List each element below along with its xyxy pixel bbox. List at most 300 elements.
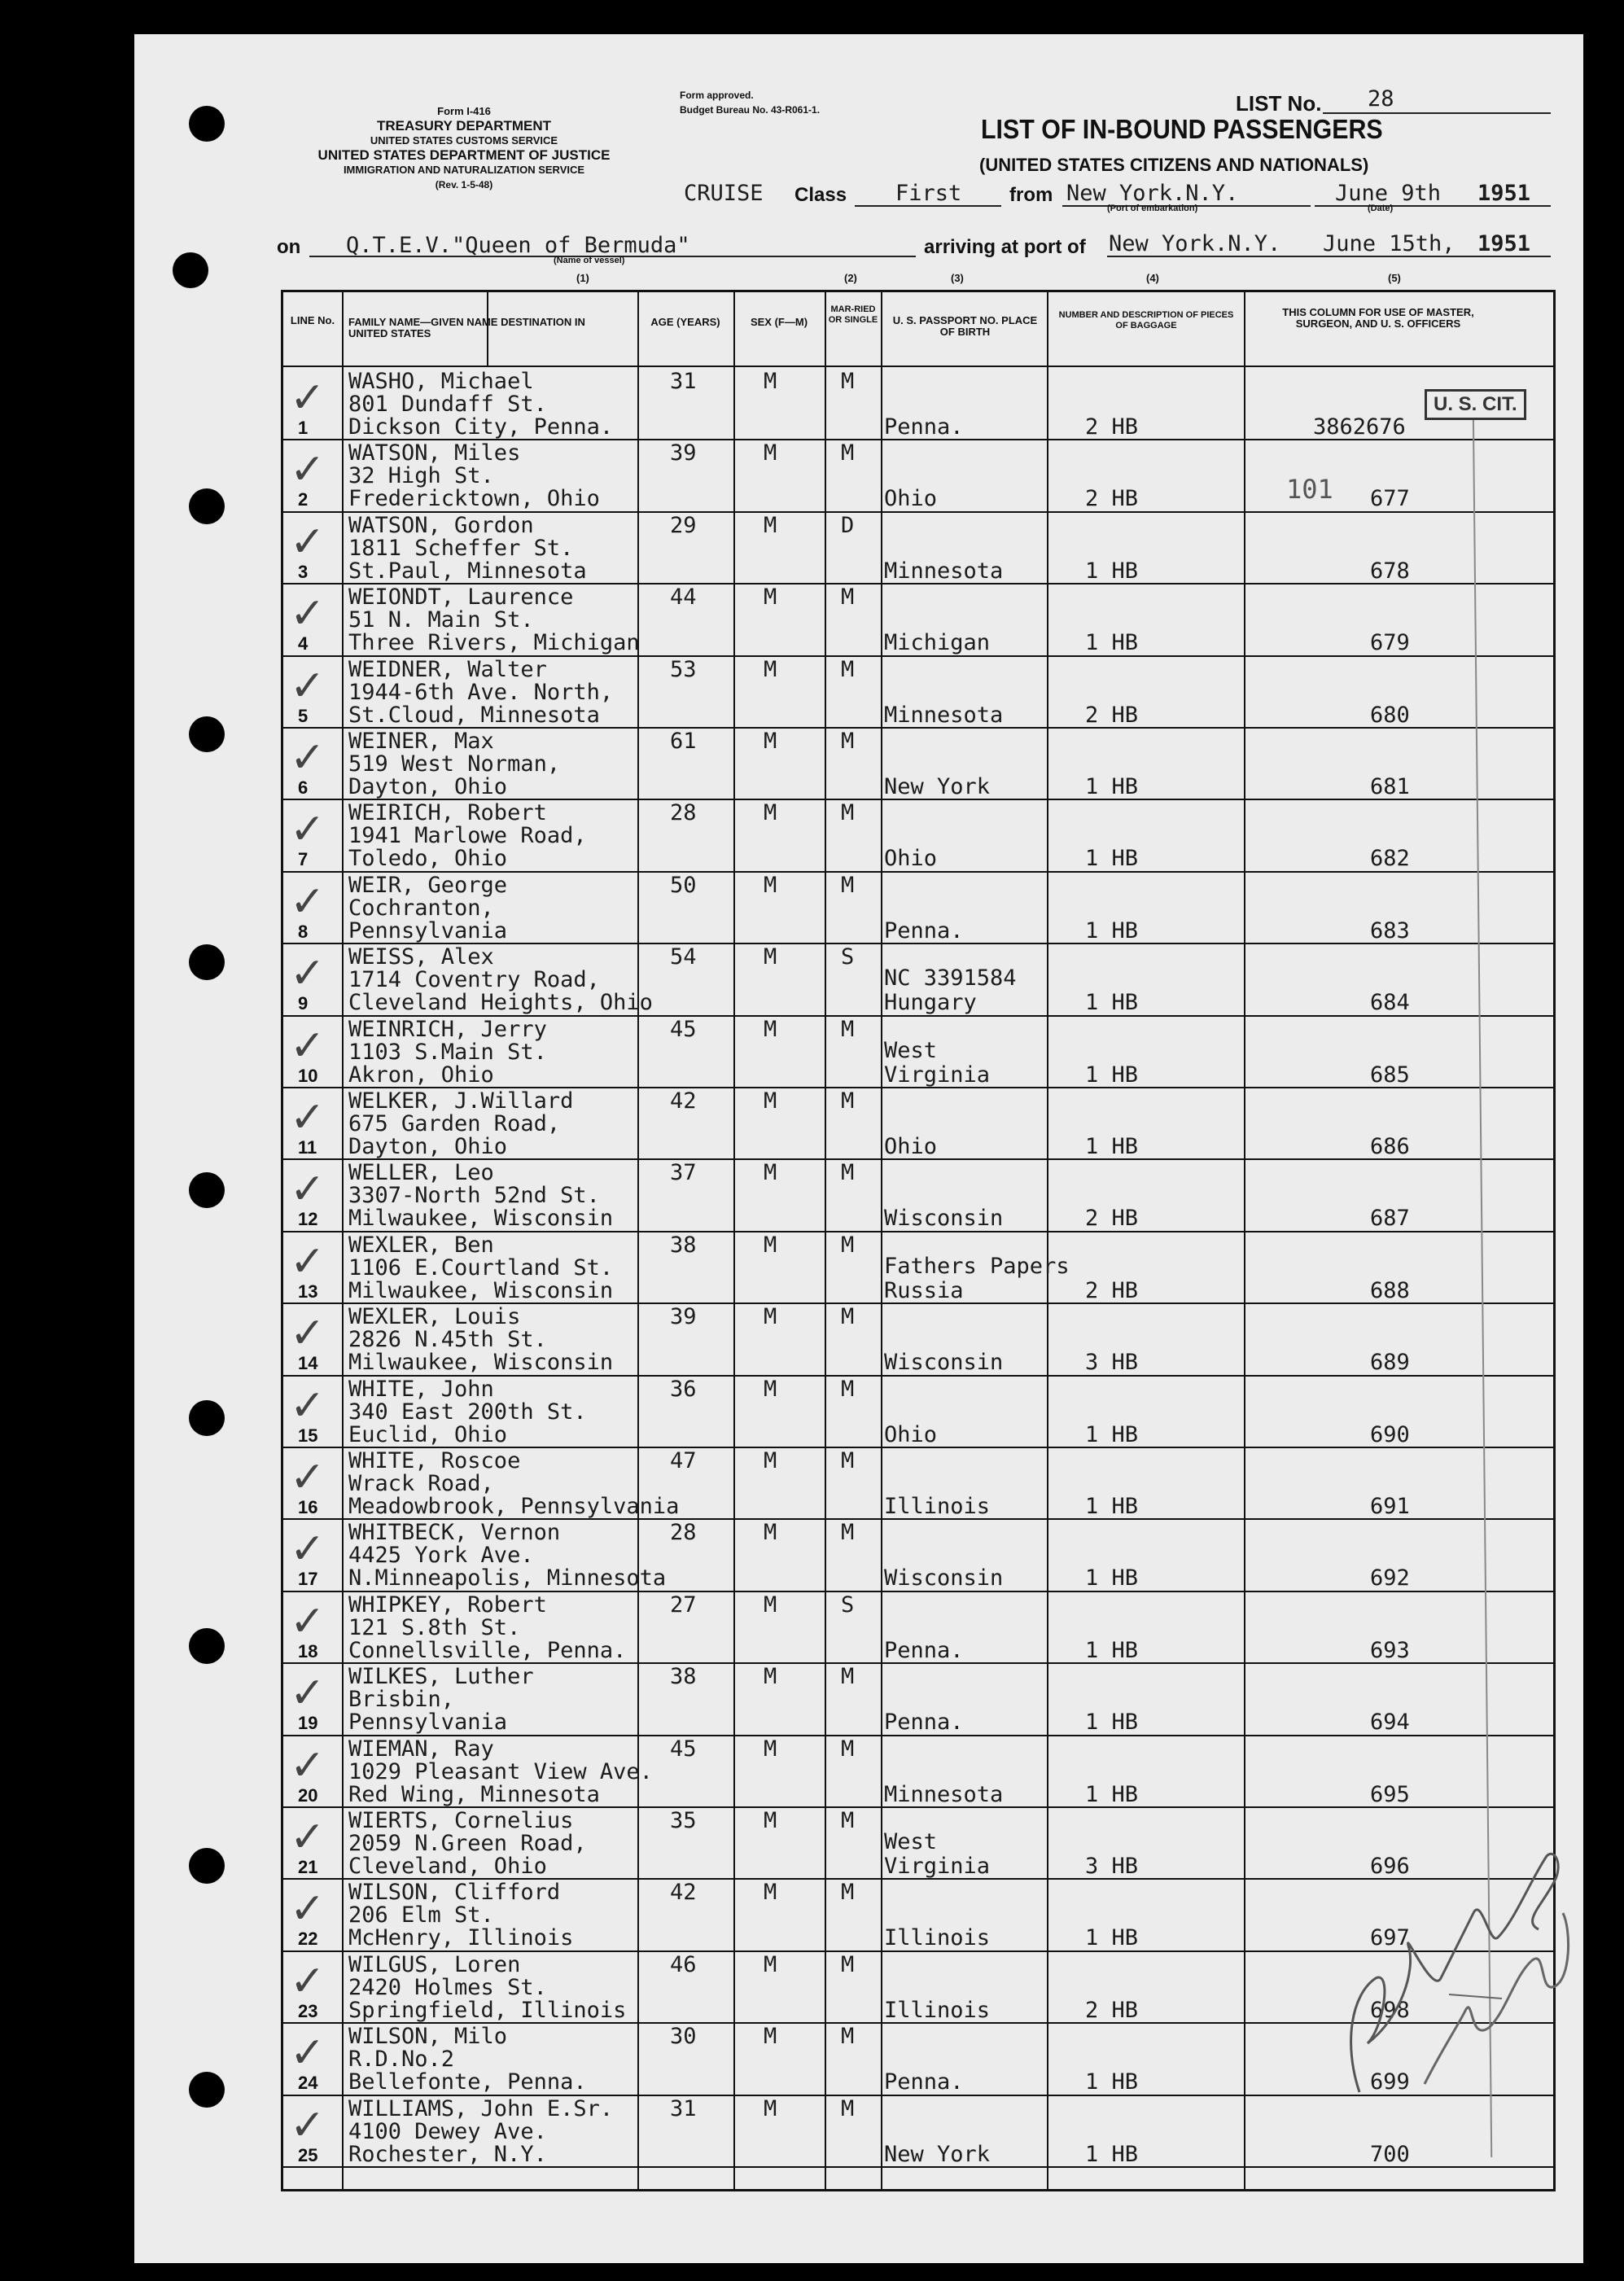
place-of-birth: Minnesota bbox=[884, 702, 1004, 728]
line-number: 12 bbox=[298, 1209, 318, 1230]
sex: M bbox=[764, 944, 777, 970]
age: 30 bbox=[670, 2024, 697, 2050]
officer-number: 691 bbox=[1370, 1494, 1410, 1519]
check-mark-icon: ✓ bbox=[290, 517, 326, 567]
passenger-name: WEXLER, Ben bbox=[348, 1232, 494, 1258]
marital-status: M bbox=[841, 1808, 855, 1833]
address-street: 519 West Norman, bbox=[348, 751, 561, 777]
check-mark-icon: ✓ bbox=[290, 661, 326, 711]
age: 28 bbox=[670, 1520, 697, 1546]
approval-note bbox=[680, 88, 820, 117]
address-street: 4425 York Ave. bbox=[348, 1543, 534, 1569]
age: 45 bbox=[670, 1736, 697, 1762]
age: 45 bbox=[670, 1016, 697, 1042]
place-of-birth: Ohio bbox=[884, 846, 938, 872]
officer-number: 3862676 bbox=[1313, 414, 1406, 440]
check-mark-icon: ✓ bbox=[290, 733, 326, 782]
address-city: Bellefonte, Penna. bbox=[348, 2069, 587, 2095]
address-street: 675 Garden Road, bbox=[348, 1111, 561, 1136]
place-of-birth: Hungary bbox=[884, 990, 977, 1016]
check-mark-icon: ✓ bbox=[290, 2100, 326, 2150]
sex: M bbox=[764, 1304, 777, 1330]
officer-number: 686 bbox=[1370, 1134, 1410, 1159]
passenger-name: WILKES, Luther bbox=[348, 1664, 534, 1690]
line-number: 25 bbox=[298, 2144, 318, 2165]
sex: M bbox=[764, 1520, 777, 1546]
baggage: 1 HB bbox=[1085, 2069, 1139, 2095]
place-of-birth: New York bbox=[884, 2141, 991, 2167]
passport-line1: Fathers Papers bbox=[884, 1253, 1070, 1279]
passenger-name: WILGUS, Loren bbox=[348, 1951, 521, 1977]
sex: M bbox=[764, 512, 777, 538]
dept-ins: IMMIGRATION AND NATURALIZATION SERVICE bbox=[343, 164, 585, 176]
address-street: 1944-6th Ave. North, bbox=[348, 679, 614, 705]
address-street: 2059 N.Green Road, bbox=[348, 1831, 587, 1856]
passenger-name: WEIRICH, Robert bbox=[348, 800, 547, 826]
vessel-caption: (Name of vessel) bbox=[554, 256, 625, 265]
age: 46 bbox=[670, 1951, 697, 1977]
place-of-birth: Minnesota bbox=[884, 1781, 1004, 1807]
line-number: 24 bbox=[298, 2073, 318, 2094]
sex: M bbox=[764, 584, 777, 611]
address-city: Milwaukee, Wisconsin bbox=[348, 1350, 614, 1376]
sex: M bbox=[764, 656, 777, 682]
line-number: 20 bbox=[298, 1784, 318, 1806]
passenger-name: WILSON, Milo bbox=[348, 2024, 508, 2050]
sex: M bbox=[764, 1664, 777, 1690]
marital-status: M bbox=[841, 800, 855, 826]
punch-hole bbox=[173, 252, 208, 288]
address-street: 340 East 200th St. bbox=[348, 1399, 587, 1425]
officer-number: 693 bbox=[1370, 1637, 1410, 1663]
place-of-birth: Ohio bbox=[884, 486, 938, 512]
officer-number: 687 bbox=[1370, 1206, 1410, 1232]
baggage: 2 HB bbox=[1085, 414, 1139, 440]
place-of-birth: Penna. bbox=[884, 2069, 964, 2095]
baggage: 1 HB bbox=[1085, 990, 1139, 1016]
place-of-birth: Penna. bbox=[884, 917, 964, 943]
address-street: 1103 S.Main St. bbox=[348, 1039, 547, 1065]
marital-status: M bbox=[841, 369, 855, 394]
check-mark-icon: ✓ bbox=[290, 1165, 326, 1215]
check-mark-icon: ✓ bbox=[290, 445, 326, 495]
place-of-birth: Penna. bbox=[884, 1637, 964, 1663]
line-number: 13 bbox=[298, 1281, 318, 1302]
punch-hole bbox=[189, 944, 225, 980]
passenger-name: WELLER, Leo bbox=[348, 1160, 494, 1186]
age: 38 bbox=[670, 1664, 697, 1690]
marital-status: M bbox=[841, 2024, 855, 2050]
address-street: 1714 Coventry Road, bbox=[348, 967, 600, 993]
place-of-birth: Wisconsin bbox=[884, 1565, 1004, 1591]
header-name: FAMILY NAME—GIVEN NAME DESTINATION IN UNITED STATES bbox=[348, 316, 585, 339]
address-city: McHenry, Illinois bbox=[348, 1925, 574, 1951]
passport-line1: West bbox=[884, 1829, 938, 1854]
marital-status: M bbox=[841, 1304, 855, 1330]
address-city: N.Minneapolis, Minnesota bbox=[348, 1565, 667, 1591]
sex: M bbox=[764, 1376, 777, 1402]
address-city: Rochester, N.Y. bbox=[348, 2141, 547, 2167]
address-city: Meadowbrook, Pennsylvania bbox=[348, 1494, 680, 1519]
age: 35 bbox=[670, 1808, 697, 1833]
col-num-4: (4) bbox=[1146, 272, 1159, 284]
place-of-birth: Minnesota bbox=[884, 558, 1004, 584]
line-number: 6 bbox=[298, 777, 309, 798]
address-city: Cleveland Heights, Ohio bbox=[348, 990, 653, 1016]
passenger-name: WIEMAN, Ray bbox=[348, 1736, 494, 1762]
check-mark-icon: ✓ bbox=[290, 1669, 326, 1718]
check-mark-icon: ✓ bbox=[290, 1525, 326, 1574]
address-street: 2420 Holmes St. bbox=[348, 1974, 547, 2000]
sex: M bbox=[764, 800, 777, 826]
officer-number: 683 bbox=[1370, 917, 1410, 943]
check-mark-icon: ✓ bbox=[290, 805, 326, 855]
form-number: Form I-416 bbox=[437, 105, 491, 117]
dept-justice: UNITED STATES DEPARTMENT OF JUSTICE bbox=[317, 147, 611, 163]
officer-number: 688 bbox=[1370, 1277, 1410, 1303]
age: 42 bbox=[670, 1088, 697, 1114]
baggage: 1 HB bbox=[1085, 1134, 1139, 1159]
document-title: LIST OF IN-BOUND PASSENGERS bbox=[981, 114, 1383, 144]
line-number: 18 bbox=[298, 1640, 318, 1661]
marital-status: M bbox=[841, 1376, 855, 1402]
sex: M bbox=[764, 1591, 777, 1618]
place-of-birth: Ohio bbox=[884, 1421, 938, 1447]
age: 42 bbox=[670, 1880, 697, 1906]
baggage: 1 HB bbox=[1085, 1421, 1139, 1447]
check-mark-icon: ✓ bbox=[290, 1453, 326, 1502]
check-mark-icon: ✓ bbox=[290, 374, 326, 422]
address-city: Euclid, Ohio bbox=[348, 1421, 508, 1447]
marital-status: M bbox=[841, 1448, 855, 1473]
us-citizen-stamp: U. S. CIT. bbox=[1425, 389, 1526, 420]
place-of-birth: Russia bbox=[884, 1277, 964, 1303]
place-of-birth: Penna. bbox=[884, 414, 964, 440]
check-mark-icon: ✓ bbox=[290, 949, 326, 999]
age: 47 bbox=[670, 1448, 697, 1473]
line-number: 21 bbox=[298, 1857, 318, 1877]
officer-number: 689 bbox=[1370, 1350, 1410, 1376]
baggage: 2 HB bbox=[1085, 1277, 1139, 1303]
passenger-name: WEISS, Alex bbox=[348, 944, 494, 970]
address-city: Cleveland, Ohio bbox=[348, 1854, 547, 1879]
passenger-name: WIERTS, Cornelius bbox=[348, 1808, 574, 1833]
sex: M bbox=[764, 1160, 777, 1186]
marital-status: M bbox=[841, 1160, 855, 1186]
arrival-year: 1951 bbox=[1477, 231, 1531, 256]
age: 44 bbox=[670, 584, 697, 611]
officer-number: 695 bbox=[1370, 1781, 1410, 1807]
baggage: 1 HB bbox=[1085, 1710, 1139, 1736]
header-sex: SEX (F—M) bbox=[750, 316, 808, 328]
passport-line1: West bbox=[884, 1037, 938, 1063]
baggage: 1 HB bbox=[1085, 1781, 1139, 1807]
sex: M bbox=[764, 2095, 777, 2121]
passenger-name: WELKER, J.Willard bbox=[348, 1088, 574, 1114]
arrival-port: New York.N.Y. bbox=[1109, 231, 1281, 256]
sex: M bbox=[764, 2024, 777, 2050]
address-street: Cochranton, bbox=[348, 895, 494, 921]
dept-customs: UNITED STATES CUSTOMS SERVICE bbox=[370, 134, 558, 147]
address-city: Springfield, Illinois bbox=[348, 1997, 627, 2023]
passenger-name: WEINRICH, Jerry bbox=[348, 1016, 547, 1042]
passenger-name: WEINER, Max bbox=[348, 729, 494, 754]
place-of-birth: Illinois bbox=[884, 1997, 991, 2023]
officer-number: 679 bbox=[1370, 630, 1410, 656]
passenger-name: WEIDNER, Walter bbox=[348, 656, 547, 682]
sex: M bbox=[764, 1736, 777, 1762]
passenger-name: WATSON, Miles bbox=[348, 440, 521, 466]
passenger-name: WEXLER, Louis bbox=[348, 1304, 521, 1330]
address-city: Dickson City, Penna. bbox=[348, 414, 614, 440]
baggage: 1 HB bbox=[1085, 2141, 1139, 2167]
sex: M bbox=[764, 1808, 777, 1833]
inspector-signature bbox=[1327, 1832, 1587, 2100]
age: 50 bbox=[670, 872, 697, 898]
address-city: Pennsylvania bbox=[348, 917, 508, 943]
col-num-2: (2) bbox=[844, 272, 857, 284]
sex: M bbox=[764, 872, 777, 898]
address-street: Brisbin, bbox=[348, 1687, 455, 1713]
address-street: 1106 E.Courtland St. bbox=[348, 1254, 614, 1281]
address-street: 1811 Scheffer St. bbox=[348, 535, 574, 561]
col-num-1: (1) bbox=[576, 272, 589, 284]
place-of-birth: Virginia bbox=[884, 1062, 991, 1088]
age: 53 bbox=[670, 656, 697, 682]
officer-number: 692 bbox=[1370, 1565, 1410, 1591]
punch-hole bbox=[189, 1848, 225, 1884]
address-street: 32 High St. bbox=[348, 463, 494, 489]
vessel-name: Q.T.E.V."Queen of Bermuda" bbox=[346, 233, 690, 258]
list-no-label: LIST No. bbox=[1236, 91, 1322, 116]
place-of-birth: Wisconsin bbox=[884, 1206, 1004, 1232]
baggage: 1 HB bbox=[1085, 1637, 1139, 1663]
officer-number: 694 bbox=[1370, 1710, 1410, 1736]
marital-status: M bbox=[841, 584, 855, 611]
passenger-name: WHITBECK, Vernon bbox=[348, 1520, 561, 1546]
check-mark-icon: ✓ bbox=[290, 1309, 326, 1359]
dept-treasury: TREASURY DEPARTMENT bbox=[376, 118, 552, 134]
passenger-name: WHITE, John bbox=[348, 1376, 494, 1402]
from-year: 1951 bbox=[1477, 181, 1531, 206]
baggage: 3 HB bbox=[1085, 1854, 1139, 1879]
line-number: 22 bbox=[298, 1929, 318, 1950]
baggage: 1 HB bbox=[1085, 917, 1139, 943]
margin-number: 101 bbox=[1286, 474, 1333, 505]
place-of-birth: Illinois bbox=[884, 1494, 991, 1519]
header-line-no: LINE No. bbox=[290, 314, 335, 326]
baggage: 1 HB bbox=[1085, 1062, 1139, 1088]
baggage: 1 HB bbox=[1085, 1494, 1139, 1519]
age: 39 bbox=[670, 1304, 697, 1330]
line-number: 10 bbox=[298, 1065, 318, 1086]
address-city: Pennsylvania bbox=[348, 1710, 508, 1736]
check-mark-icon: ✓ bbox=[290, 1093, 326, 1142]
line-number: 14 bbox=[298, 1353, 318, 1374]
line-number: 4 bbox=[298, 633, 309, 655]
address-street: 3307-North 52nd St. bbox=[348, 1183, 600, 1209]
marital-status: M bbox=[841, 440, 855, 466]
place-of-birth: New York bbox=[884, 774, 991, 799]
marital-status: S bbox=[841, 1591, 855, 1618]
marital-status: M bbox=[841, 1088, 855, 1114]
age: 29 bbox=[670, 512, 697, 538]
line-number: 2 bbox=[298, 489, 309, 510]
check-mark-icon: ✓ bbox=[290, 1885, 326, 1934]
marital-status: M bbox=[841, 1232, 855, 1258]
line-number: 7 bbox=[298, 849, 309, 870]
address-street: 51 N. Main St. bbox=[348, 607, 534, 633]
check-mark-icon: ✓ bbox=[290, 1956, 326, 2006]
officer-number: 682 bbox=[1370, 846, 1410, 872]
sex: M bbox=[764, 440, 777, 466]
header-age: AGE (YEARS) bbox=[650, 316, 720, 328]
address-city: Dayton, Ohio bbox=[348, 1134, 508, 1159]
address-street: 2826 N.45th St. bbox=[348, 1327, 547, 1353]
sex: M bbox=[764, 1880, 777, 1906]
check-mark-icon: ✓ bbox=[290, 1237, 326, 1286]
col-num-3: (3) bbox=[951, 272, 964, 284]
address-city: Dayton, Ohio bbox=[348, 774, 508, 799]
line-number: 11 bbox=[298, 1137, 317, 1158]
passenger-name: WHITE, Roscoe bbox=[348, 1448, 521, 1473]
sex: M bbox=[764, 369, 777, 394]
marital-status: M bbox=[841, 1664, 855, 1690]
address-city: Akron, Ohio bbox=[348, 1062, 494, 1088]
address-street: 1941 Marlowe Road, bbox=[348, 823, 587, 849]
from-date: June 9th bbox=[1335, 181, 1442, 206]
passenger-name: WILSON, Clifford bbox=[348, 1880, 561, 1906]
header-baggage: NUMBER AND DESCRIPTION OF PIECES OF BAGGAGE bbox=[1058, 310, 1234, 331]
address-city: St.Cloud, Minnesota bbox=[348, 702, 600, 728]
list-no-value: 28 bbox=[1368, 86, 1394, 112]
marital-status: M bbox=[841, 872, 855, 898]
line-number: 17 bbox=[298, 1569, 318, 1590]
passenger-name: WILLIAMS, John E.Sr. bbox=[348, 2095, 614, 2121]
age: 31 bbox=[670, 369, 697, 394]
line-number: 19 bbox=[298, 1713, 318, 1734]
place-of-birth: Ohio bbox=[884, 1134, 938, 1159]
baggage: 1 HB bbox=[1085, 1565, 1139, 1591]
address-city: St.Paul, Minnesota bbox=[348, 558, 587, 584]
baggage: 2 HB bbox=[1085, 486, 1139, 512]
officer-number: 685 bbox=[1370, 1062, 1410, 1088]
punch-hole bbox=[189, 488, 225, 524]
passenger-name: WHIPKEY, Robert bbox=[348, 1591, 547, 1618]
address-street: 4100 Dewey Ave. bbox=[348, 2118, 547, 2144]
officer-number: 700 bbox=[1370, 2141, 1410, 2167]
line-number: 9 bbox=[298, 993, 309, 1014]
check-mark-icon: ✓ bbox=[290, 1813, 326, 1862]
check-mark-icon: ✓ bbox=[290, 1740, 326, 1790]
marital-status: M bbox=[841, 1880, 855, 1906]
place-of-birth: Wisconsin bbox=[884, 1350, 1004, 1376]
age: 27 bbox=[670, 1591, 697, 1618]
marital-status: D bbox=[841, 512, 855, 538]
address-street: 1029 Pleasant View Ave. bbox=[348, 1758, 653, 1784]
baggage: 3 HB bbox=[1085, 1350, 1139, 1376]
header-married: MAR-RIED OR SINGLE bbox=[828, 304, 878, 325]
class-value: First bbox=[895, 181, 962, 206]
officer-number: 690 bbox=[1370, 1421, 1410, 1447]
address-street: 801 Dundaff St. bbox=[348, 392, 547, 417]
passenger-name: WEIR, George bbox=[348, 872, 508, 898]
approval-line1: Form approved. bbox=[680, 90, 754, 101]
check-mark-icon: ✓ bbox=[290, 1381, 326, 1430]
sex: M bbox=[764, 1448, 777, 1473]
passenger-name: WASHO, Michael bbox=[348, 369, 534, 394]
age: 38 bbox=[670, 1232, 697, 1258]
address-city: Three Rivers, Michigan bbox=[348, 630, 640, 656]
officer-number: 684 bbox=[1370, 990, 1410, 1016]
embark-caption: (Port of embarkation) bbox=[1107, 204, 1198, 213]
passport-line1: NC 3391584 bbox=[884, 965, 1017, 992]
officer-number: 697 bbox=[1370, 1925, 1410, 1951]
from-port: New York.N.Y. bbox=[1066, 181, 1239, 206]
col-num-5: (5) bbox=[1388, 272, 1401, 284]
line-number: 23 bbox=[298, 2000, 318, 2021]
marital-status: M bbox=[841, 1736, 855, 1762]
place-of-birth: Penna. bbox=[884, 1710, 964, 1736]
approval-line2: Budget Bureau No. 43-R061-1. bbox=[680, 104, 821, 116]
date-caption: (Date) bbox=[1368, 204, 1394, 213]
address-street: 206 Elm St. bbox=[348, 1902, 494, 1929]
check-mark-icon: ✓ bbox=[290, 589, 326, 639]
address-street: 121 S.8th St. bbox=[348, 1614, 521, 1640]
form-agency-block bbox=[273, 104, 655, 192]
baggage: 2 HB bbox=[1085, 1206, 1139, 1232]
officer-number: 698 bbox=[1370, 1997, 1410, 2023]
line-number: 1 bbox=[298, 418, 309, 438]
baggage: 1 HB bbox=[1085, 774, 1139, 799]
line-number: 8 bbox=[298, 921, 309, 942]
punch-hole bbox=[189, 1628, 225, 1664]
marital-status: M bbox=[841, 2095, 855, 2121]
arrival-date: June 15th, bbox=[1323, 231, 1455, 256]
check-mark-icon: ✓ bbox=[290, 1596, 326, 1646]
marital-status: M bbox=[841, 1951, 855, 1977]
officer-number: 681 bbox=[1370, 774, 1410, 799]
arriving-label: arriving at port of bbox=[924, 236, 1086, 258]
address-city: Connellsville, Penna. bbox=[348, 1637, 627, 1663]
place-of-birth: Illinois bbox=[884, 1925, 991, 1951]
marital-status: M bbox=[841, 1016, 855, 1042]
check-mark-icon: ✓ bbox=[290, 1021, 326, 1070]
baggage: 1 HB bbox=[1085, 630, 1139, 656]
punch-hole bbox=[189, 1400, 225, 1436]
address-city: Fredericktown, Ohio bbox=[348, 486, 600, 512]
baggage: 2 HB bbox=[1085, 1997, 1139, 2023]
age: 28 bbox=[670, 800, 697, 826]
baggage: 2 HB bbox=[1085, 702, 1139, 728]
passenger-name: WATSON, Gordon bbox=[348, 512, 534, 538]
marital-status: M bbox=[841, 1520, 855, 1546]
officer-number: 678 bbox=[1370, 558, 1410, 584]
officer-number: 699 bbox=[1370, 2069, 1410, 2095]
officer-number: 677 bbox=[1370, 486, 1410, 512]
baggage: 1 HB bbox=[1085, 1925, 1139, 1951]
officer-number: 696 bbox=[1370, 1854, 1410, 1879]
age: 61 bbox=[670, 729, 697, 754]
class-prefix: CRUISE bbox=[684, 181, 764, 206]
punch-hole bbox=[189, 1172, 225, 1208]
passenger-name: WEIONDT, Laurence bbox=[348, 584, 574, 611]
line-number: 5 bbox=[298, 705, 309, 726]
address-street: Wrack Road, bbox=[348, 1471, 494, 1496]
officer-number: 680 bbox=[1370, 702, 1410, 728]
address-city: Toledo, Ohio bbox=[348, 846, 508, 872]
age: 37 bbox=[670, 1160, 697, 1186]
